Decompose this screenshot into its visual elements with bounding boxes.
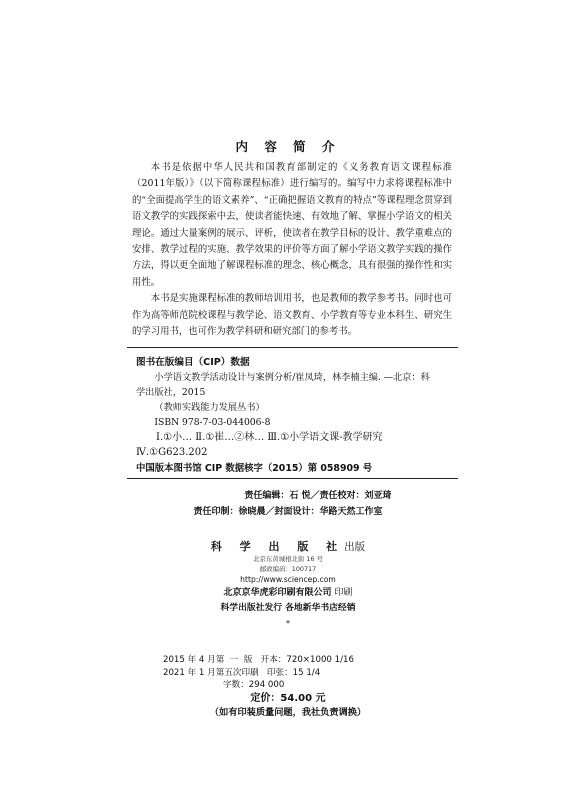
credits-production-line: 责任印制：徐晓晨／封面设计：华路天然工作室 <box>193 507 383 517</box>
cip-line-isbn: ISBN 978-7-03-044006-8 <box>154 417 271 428</box>
distribution-line: 科学出版社发行 各地新华书店经销 <box>220 603 356 613</box>
credits-editor-line: 责任编辑：石 悦／责任校对：刘亚琦 <box>244 491 392 501</box>
cip-data-number: 中国版本图书馆 CIP 数据核字（2015）第 058909 号 <box>136 463 373 474</box>
page-title: 内 容 简 介 <box>235 139 341 154</box>
cip-line-publisher: 学出版社，2015 <box>136 387 206 398</box>
separator-star: * <box>286 619 290 628</box>
publisher-address: 北京东黄城根北街 16 号 <box>253 555 323 563</box>
cip-line-classification-2: Ⅳ.①G623.202 <box>136 447 208 458</box>
quality-note: （如有印装质量问题，我社负责调换） <box>209 706 367 718</box>
credits <box>0 488 576 520</box>
printer-line <box>0 585 576 601</box>
edition-specs <box>0 654 576 720</box>
printing-line: 2021 年 1 月第五次印刷 印张：15 1/4 <box>163 667 321 678</box>
word-count: 字数：294 000 <box>223 680 285 690</box>
publisher-url: http://www.sciencep.com <box>240 575 336 584</box>
publisher-name-line <box>0 540 576 554</box>
price: 定价：54.00 元 <box>250 692 326 704</box>
cip-heading: 图书在版编目（CIP）数据 <box>136 357 250 368</box>
publisher-postcode: 邮政编码：100717 <box>259 565 317 573</box>
printer-suffix: 印刷 <box>331 588 353 598</box>
summary-paragraph-1: 本书是依据中华人民共和国教育部制定的《义务教育语文课程标准（2011年版）》（以下简称课程标准）进行编写的。编写中力求将课程标准中的“全面提高学生的语文素养”、“正确把握语文教育的特点”等课程理念贯穿到语文教学的实践探索中去，使读者能快速、有效地了解、掌握小学语文的相关理论。通过大量案例的展示、评析，使读者在教学目标的设计、教学重难点的安排、教学过程的实施、教学效果的评价等方面了解小学语文教学实践的操作方法，得以更全面地了解课程标准的理念、核心概念，具有很强的操作性和实用性。 <box>132 162 452 288</box>
cip-line-title: 小学语文教学活动设计与案例分析/崔凤琦，林李楠主编. —北京：科 <box>154 372 430 383</box>
cip-line-series: （教师实践能力发展丛书） <box>154 402 265 413</box>
printer-name: 北京京华虎彩印刷有限公司 <box>223 588 332 598</box>
edition-line: 2015 年 4 月第 一 版 开本：720×1000 1/16 <box>163 655 354 665</box>
publisher-block <box>0 540 576 629</box>
content-summary <box>132 160 452 340</box>
summary-paragraph-2: 本书是实施课程标准的教师培训用书，也是教师的教学参考书。同时也可作为高等师范院校课程与教学论、语文教育、小学教育等专业本科生、研究生的学习用书，也可作为教学科研和研究部门的参考书。 <box>132 293 452 338</box>
cip-entry <box>136 370 454 460</box>
cip-line-classification-1: Ⅰ.①小… Ⅱ.①崔…②林… Ⅲ.①小学语文课-教学研究 <box>156 432 383 443</box>
publisher-name-suffix: 出版 <box>344 541 366 553</box>
publisher-name: 科 学 出 版 社 <box>210 540 345 553</box>
